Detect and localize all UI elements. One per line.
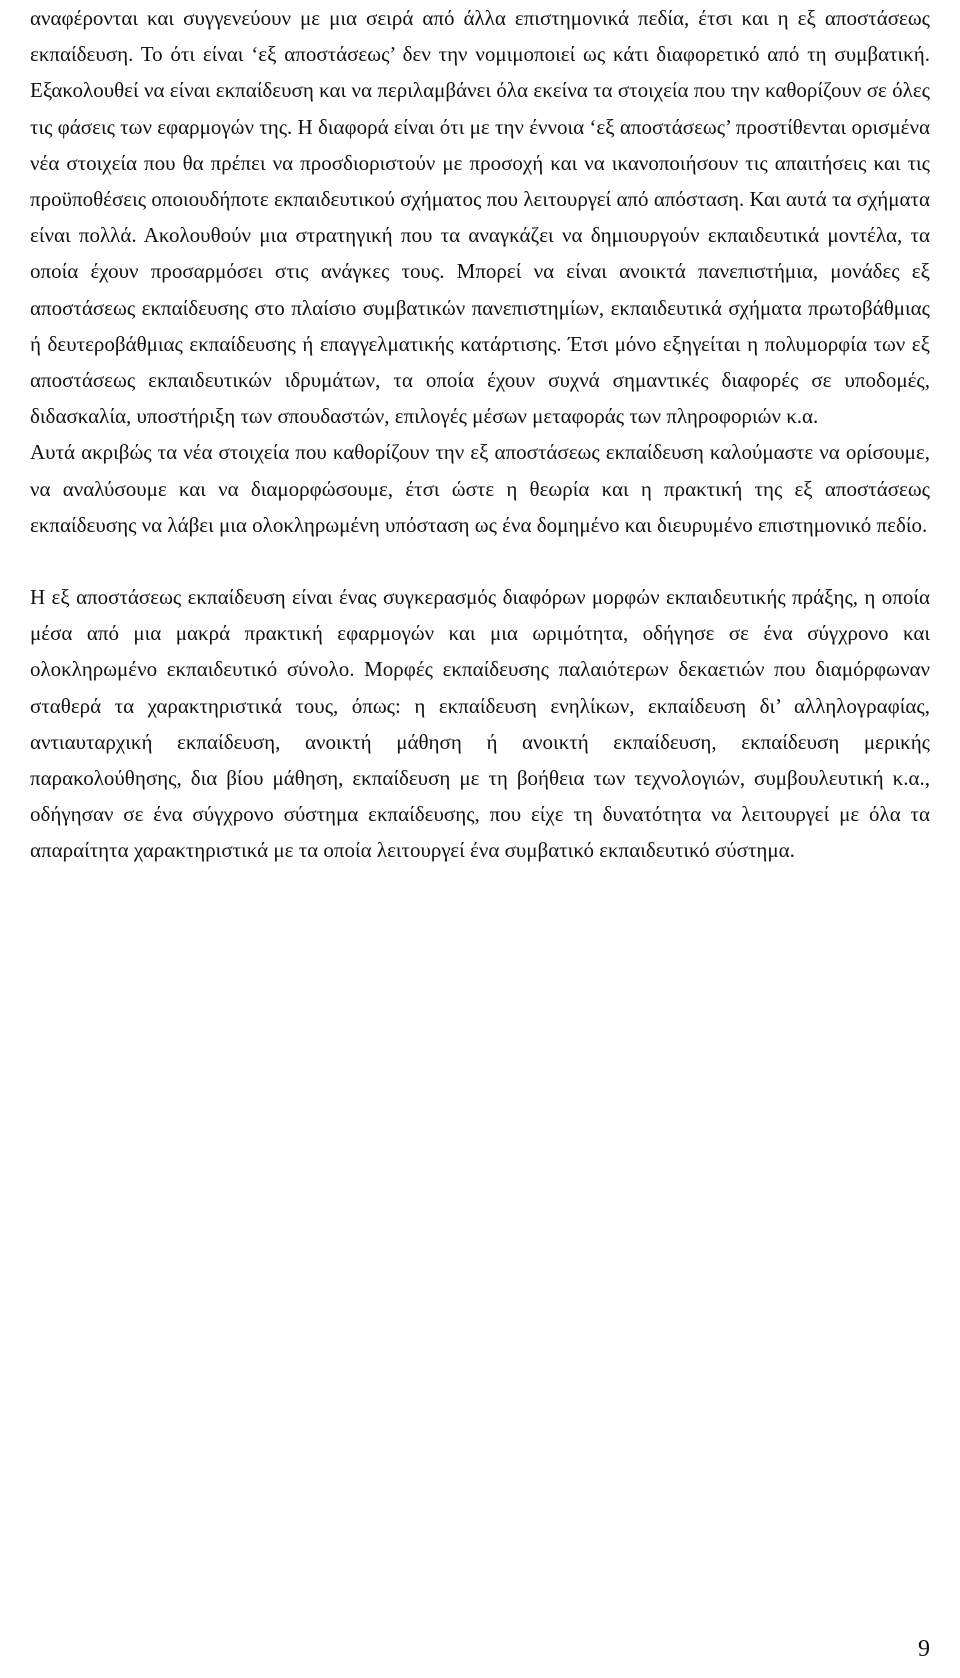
paragraph-distance-education: Η εξ αποστάσεως εκπαίδευση είναι ένας συγκερασμός διαφόρων μορφών εκπαιδευτικής πράξης, η οποία μέσα από μια μακρά πρακτική εφαρμογών και μια ωριμότητα, οδήγησε σε ένα σύγχρονο και ολοκληρωμένο εκπαιδευτικό σύνολο. Μορφές εκπαίδευσης παλαιότερων δεκαετιών που διαμόρφωναν σταθερά τα χαρακτηριστικά τους, όπως: η εκπαίδευση ενηλίκων, εκπαίδευση δι’ αλληλογραφίας, αντιαυταρχική εκπαίδευση, ανοικτή μάθηση ή ανοικτή εκπαίδευση, εκπαίδευση μερικής παρακολούθησης, δια βίου μάθηση, εκπαίδευση με τη βοήθεια των τεχνολογιών, συμβουλευτική κ.α., οδήγησαν σε ένα σύγχρονο σύστημα εκπαίδευσης, που είχε τη δυνατότητα να λειτουργεί με όλα τα απαραίτητα χαρακτηριστικά με τα οποία λειτουργεί ένα συμβατικό εκπαιδευτικό σύστημα. bbox=[30, 585, 930, 863]
document-page bbox=[30, 0, 930, 1678]
paragraph-continuation: αναφέρονται και συγγενεύουν με μια σειρά από άλλα επιστημονικά πεδία, έτσι και η εξ αποστάσεως εκπαίδευση. Το ότι είναι ‘εξ αποστάσεως’ δεν την νομιμοποιεί ως κάτι διαφορετικό από τη συμβατική. Εξακολουθεί να είναι εκπαίδευση και να περιλαμβάνει όλα εκείνα τα στοιχεία που την καθορίζουν σε όλες τις φάσεις των εφαρμογών της. Η διαφορά είναι ότι με την έννοια ‘εξ αποστάσεως’ προστίθενται ορισμένα νέα στοιχεία που θα πρέπει να προσδιοριστούν με προσοχή και να ικανοποιήσουν τις απαιτήσεις και τις προϋποθέσεις οποιουδήποτε εκπαιδευτικού σχήματος που λειτουργεί από απόσταση. Και αυτά τα σχήματα είναι πολλά. Ακολουθούν μια στρατηγική που τα αναγκάζει να δημιουργούν εκπαιδευτικά μοντέλα, τα οποία έχουν προσαρμόσει στις ανάγκες τους. Μπορεί να είναι ανοικτά πανεπιστήμια, μονάδες εξ αποστάσεως εκπαίδευσης στο πλαίσιο συμβατικών πανεπιστημίων, εκπαιδευτικά σχήματα πρωτοβάθμιας ή δευτεροβάθμιας εκπαίδευσης ή επαγγελματικής κατάρτισης. Έτσι μόνο εξηγείται η πολυμορφία των εξ αποστάσεως εκπαιδευτικών ιδρυμάτων, τα οποία έχουν συχνά σημαντικές διαφορές σε υποδομές, διδασκαλία, υποστήριξη των σπουδαστών, επιλογές μέσων μεταφοράς των πληροφοριών κ.α. bbox=[30, 6, 930, 429]
page-number: 9 bbox=[918, 1636, 930, 1662]
paragraph-new-elements: Αυτά ακριβώς τα νέα στοιχεία που καθορίζουν την εξ αποστάσεως εκπαίδευση καλούμαστε να ορίσουμε, να αναλύσουμε και να διαμορφώσουμε, έτσι ώστε η θεωρία και η πρακτική της εξ αποστάσεως εκπαίδευσης να λάβει μια ολοκληρωμένη υπόσταση ως ένα δομημένο και διευρυμένο επιστημονικό πεδίο. bbox=[30, 440, 930, 537]
